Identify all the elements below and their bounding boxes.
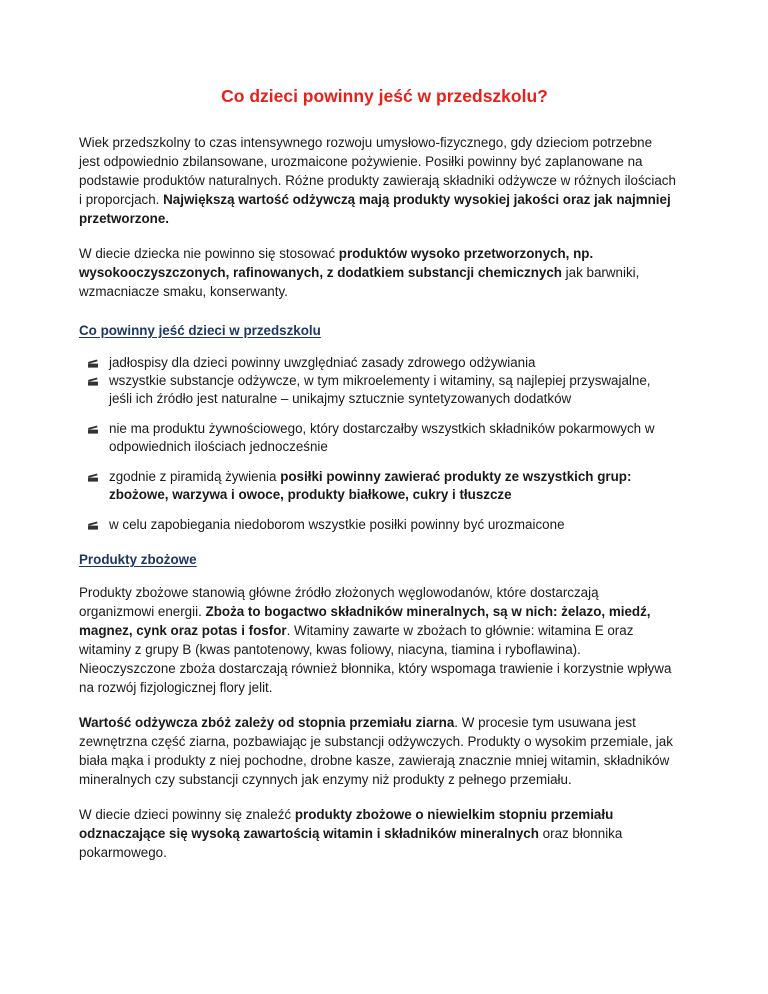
cereal-paragraph-2: [79, 713, 676, 789]
intro-bold: Największą wartość odżywczą mają produkty wysokiej jakości oraz jak najmniej przetworzone.: [79, 192, 671, 226]
cereal-bold-1: Zboża to bogactwo składników mineralnych, są w nich: żelazo, miedź, magnez, cynk oraz potas i fosfor: [79, 604, 651, 638]
cereal-paragraph-3: [79, 805, 676, 862]
diet-bold: produktów wysoko przetworzonych, np. wysokooczyszczonych, rafinowanych, z dodatkiem substancji chemicznych: [79, 246, 594, 280]
section-heading-what-to-eat: Co powinny jeść dzieci w przedszkolu: [79, 323, 321, 338]
cereal-text-3: . W procesie tym usuwana jest zewnętrzna część ziarna, pozbawiając je substancji odżywczych. Produkty o wysokim przemiale, jak biała mąka i produkty z niej pochodne, drobne kasze, zawierają znacznie mniej witamin, składników mineralnych czy substancji czynnych jak enzymy niż produkty z pełnego przemiału.: [79, 715, 673, 787]
list-item-text: nie ma produktu żywnościowego, który dostarczałby wszystkich składników pokarmowych w odpowiednich ilościach jednocześnie: [109, 421, 655, 454]
diet-text-2: jak barwniki, wzmacniacze smaku, konserwanty.: [79, 265, 640, 299]
list-item: [87, 468, 676, 504]
diet-text-1: W diecie dziecka nie powinno się stosować: [79, 246, 339, 261]
list-item-text: wszystkie substancje odżywcze, w tym mikroelementy i witaminy, są najlepiej przyswajalne, jeśli ich źródło jest naturalne – unikajmy sztucznie syntetyzowanych dodatków: [109, 373, 651, 406]
cereal-bold-2: Wartość odżywcza zbóż zależy od stopnia przemiału ziarna: [79, 715, 455, 730]
list-item-bold: posiłki powinny zawierać produkty ze wszystkich grup: zbożowe, warzywa i owoce, produkty białkowe, cukry i tłuszcze: [109, 469, 632, 502]
clapperboard-bullet-icon: [87, 425, 99, 434]
page-title: Co dzieci powinny jeść w przedszkolu?: [221, 86, 548, 106]
cereal-text-1: Produkty zbożowe stanowią główne źródło złożonych węglowodanów, które dostarczają organizmowi energii.: [79, 585, 599, 619]
list-item-text: zgodnie z piramidą żywienia: [109, 469, 281, 484]
section-heading-cereal-products: Produkty zbożowe: [79, 552, 197, 567]
cereal-text-5: oraz błonnika pokarmowego.: [79, 826, 623, 860]
list-item: [87, 420, 676, 456]
diet-paragraph: [79, 244, 676, 301]
cereal-text-4: W diecie dzieci powinny się znaleźć: [79, 807, 295, 822]
clapperboard-bullet-icon: [87, 359, 99, 368]
cereal-paragraph-1: [79, 583, 676, 697]
cereal-bold-3: produkty zbożowe o niewielkim stopniu przemiału odznaczające się wysoką zawartością witamin i składników mineralnych: [79, 807, 614, 841]
list-item: [87, 354, 676, 372]
list-item-text: w celu zapobiegania niedoborom wszystkie posiłki powinny być urozmaicone: [109, 517, 565, 532]
intro-paragraph: [79, 133, 676, 228]
intro-text: Wiek przedszkolny to czas intensywnego rozwoju umysłowo-fizycznego, gdy dzieciom potrzebne jest odpowiednio zbilansowane, urozmaicone pożywienie. Posiłki powinny być zaplanowane na podstawie produktów naturalnych. Różne produkty zawierają składniki odżywcze w różnych ilościach i proporcjach.: [79, 135, 676, 207]
list-item: [87, 372, 676, 408]
clapperboard-bullet-icon: [87, 377, 99, 386]
recommendations-list: [79, 354, 676, 534]
list-item-text: jadłospisy dla dzieci powinny uwzględniać zasady zdrowego odżywiania: [109, 355, 536, 370]
clapperboard-bullet-icon: [87, 473, 99, 482]
cereal-text-2: . Witaminy zawarte w zbożach to głównie: witamina E oraz witaminy z grupy B (kwas pantotenowy, kwas foliowy, niacyna, tiamina i ryboflawina). Nieoczyszczone zboża dostarczają również błonnika, który wspomaga trawienie i korzystnie wpływa na rozwój fizjologicznej flory jelit.: [79, 623, 672, 695]
list-item: [87, 516, 676, 534]
clapperboard-bullet-icon: [87, 521, 99, 530]
